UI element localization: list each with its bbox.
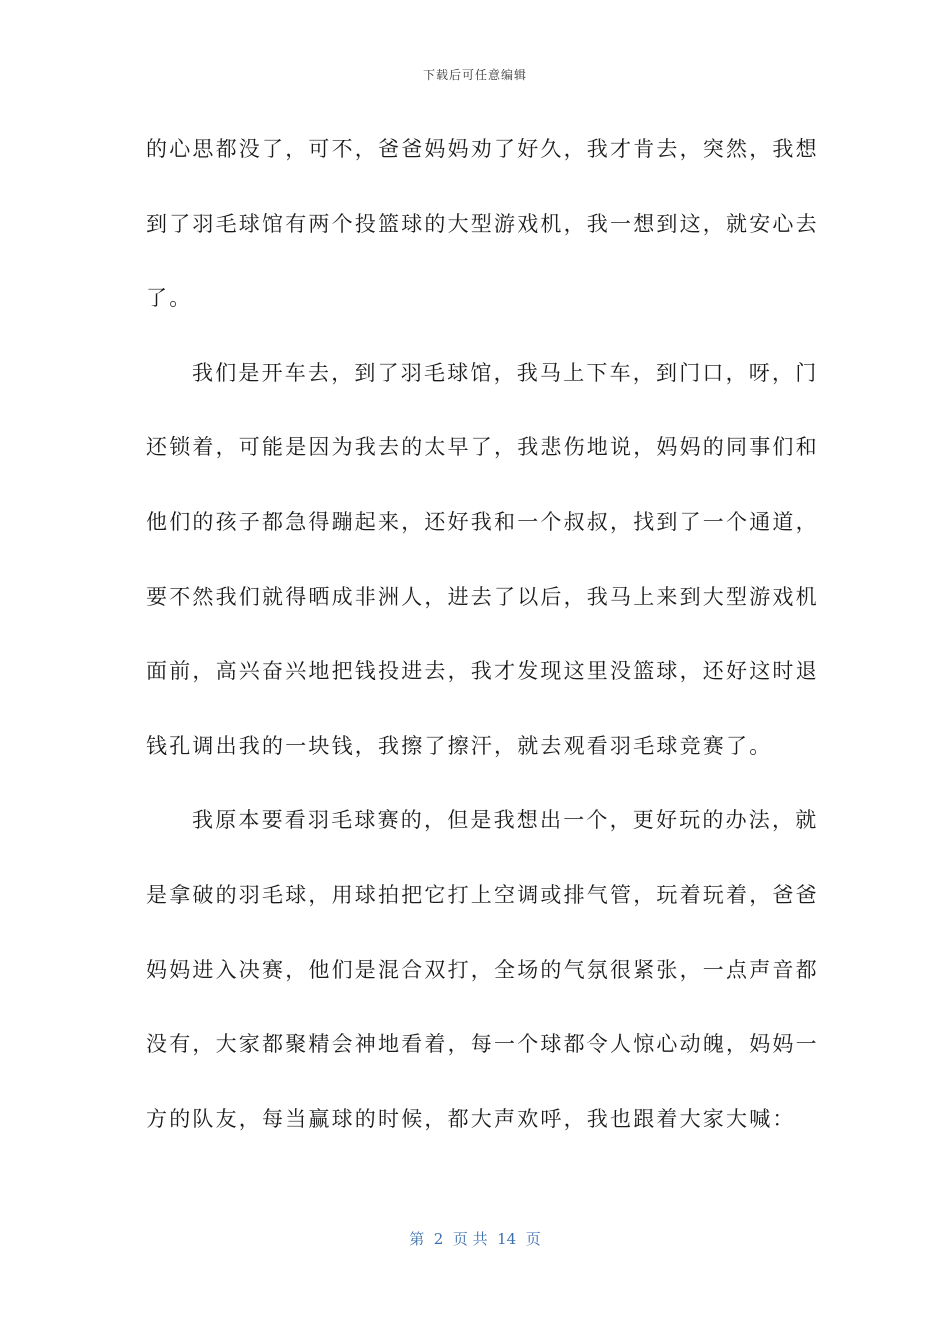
text-line: 没有，大家都聚精会神地看着，每一个球都令人惊心动魄，妈妈一	[146, 1032, 819, 1057]
text-line: 要不然我们就得晒成非洲人，进去了以后，我马上来到大型游戏机	[146, 584, 819, 609]
text-line: 是拿破的羽毛球，用球拍把它打上空调或排气管，玩着玩着，爸爸	[146, 882, 819, 907]
page-number-footer: 第 2 页 共 14 页	[409, 1230, 541, 1248]
text-line: 方的队友，每当赢球的时候，都大声欢呼，我也跟着大家大喊：	[146, 1106, 796, 1131]
paragraph	[146, 336, 819, 784]
text-line: 我们是开车去，到了羽毛球馆，我马上下车，到门口，呀，门	[192, 360, 819, 385]
page-header: 下载后可任意编辑	[422, 68, 527, 82]
text-line: 还锁着，可能是因为我去的太早了，我悲伤地说，妈妈的同事们和	[146, 435, 819, 460]
text-line: 妈妈进入决赛，他们是混合双打，全场的气氛很紧张，一点声音都	[146, 957, 819, 982]
document-body	[146, 112, 819, 1156]
paragraph	[146, 112, 819, 336]
text-line: 他们的孩子都急得蹦起来，还好我和一个叔叔，找到了一个通道，	[146, 509, 819, 534]
paragraph	[146, 783, 819, 1156]
text-line: 了。	[146, 286, 193, 311]
text-line: 我原本要看羽毛球赛的，但是我想出一个，更好玩的办法，就	[192, 808, 819, 833]
text-line: 面前，高兴奋兴地把钱投进去，我才发现这里没篮球，还好这时退	[146, 659, 819, 684]
text-line: 钱孔调出我的一块钱，我擦了擦汗，就去观看羽毛球竞赛了。	[146, 733, 773, 758]
text-line: 到了羽毛球馆有两个投篮球的大型游戏机，我一想到这，就安心去	[146, 211, 819, 236]
text-line: 的心思都没了，可不，爸爸妈妈劝了好久，我才肯去，突然，我想	[146, 137, 819, 161]
